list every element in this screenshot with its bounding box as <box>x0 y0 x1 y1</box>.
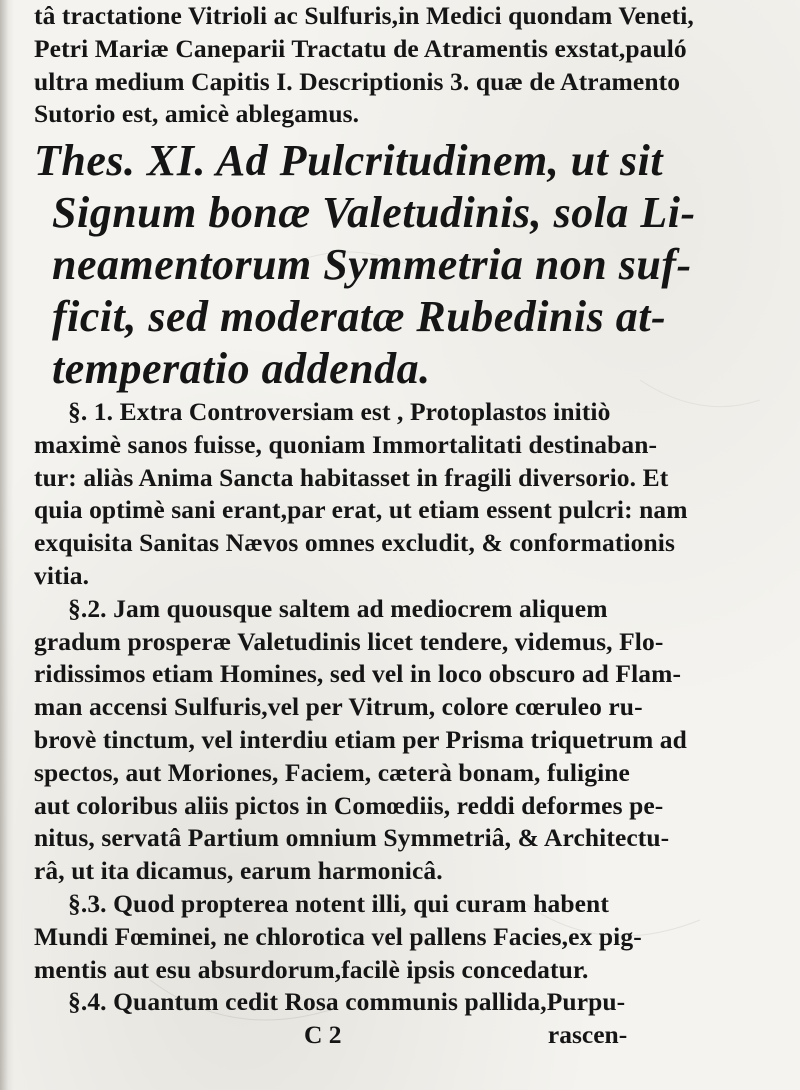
body-line: exquisita Sanitas Nævos omnes excludit, & conformationis <box>34 528 675 558</box>
body-line: tur: aliàs Anima Sancta habitasset in fragili diversorio. Et <box>34 462 669 492</box>
heading-line: temperatio addenda. <box>52 344 431 393</box>
text-line: Sutorio est, amicè ablegamus. <box>34 99 360 129</box>
heading-line: ficit, sed moderatæ Rubedinis at- <box>52 292 667 341</box>
body-line: râ, ut ita dicamus, earum harmonicâ. <box>34 856 443 886</box>
body-line: brovè tinctum, vel interdiu etiam per Prisma triquetrum ad <box>34 724 687 754</box>
body-line: quia optimè sani erant,par erat, ut etiam essent pulcri: nam <box>34 495 688 525</box>
text-line: Petri Mariæ Caneparii Tractatu de Atramentis exstat,pauló <box>34 33 687 63</box>
opening-paragraph <box>34 0 784 131</box>
heading-line: Signum bonæ Valetudinis, sola Li- <box>52 188 696 237</box>
body-line: maximè sanos fuisse, quoniam Immortalitati destinaban- <box>34 429 658 459</box>
thesis-body <box>34 396 784 1052</box>
page-footer <box>34 1019 784 1052</box>
body-line: aut coloribus aliis pictos in Comœdiis, reddi deformes pe- <box>34 790 664 820</box>
thesis-heading <box>34 135 784 395</box>
heading-line: neamentorum Symmetria non suf- <box>52 240 692 289</box>
signature-mark: C 2 <box>304 1020 342 1050</box>
body-line: §.4. Quantum cedit Rosa communis pallida,Purpu- <box>68 987 626 1017</box>
body-line: §.3. Quod propterea notent illi, qui curam habent <box>68 888 609 918</box>
page-gutter-shadow <box>0 0 14 1090</box>
body-line: spectos, aut Moriones, Faciem, cæterà bonam, fuligine <box>34 757 630 787</box>
catchword: rascen- <box>547 1020 628 1050</box>
heading-line: Thes. XI. Ad Pulcritudinem, ut sit <box>34 136 664 185</box>
text-line: ultra medium Capitis I. Descriptionis 3. quæ de Atramento <box>34 66 681 96</box>
body-line: §. 1. Extra Controversiam est , Protoplastos initiò <box>68 397 611 426</box>
body-line: Mundi Fœminei, ne chlorotica vel pallens Facies,ex pig- <box>34 921 642 951</box>
body-line: man accensi Sulfuris,vel per Vitrum, colore cœruleo ru- <box>34 692 643 722</box>
body-line: §.2. Jam quousque saltem ad mediocrem aliquem <box>68 593 608 623</box>
text-line: tâ tractatione Vitrioli ac Sulfuris,in Medici quondam Veneti, <box>34 1 694 30</box>
body-line: gradum prosperæ Valetudinis licet tendere, videmus, Flo- <box>34 626 664 656</box>
body-line: nitus, servatâ Partium omnium Symmetriâ, & Architectu- <box>34 823 670 853</box>
body-line: vitia. <box>34 560 90 590</box>
body-line: ridissimos etiam Homines, sed vel in loco obscuro ad Flam- <box>34 659 682 689</box>
body-line: mentis aut esu absurdorum,facilè ipsis concedatur. <box>34 954 589 984</box>
